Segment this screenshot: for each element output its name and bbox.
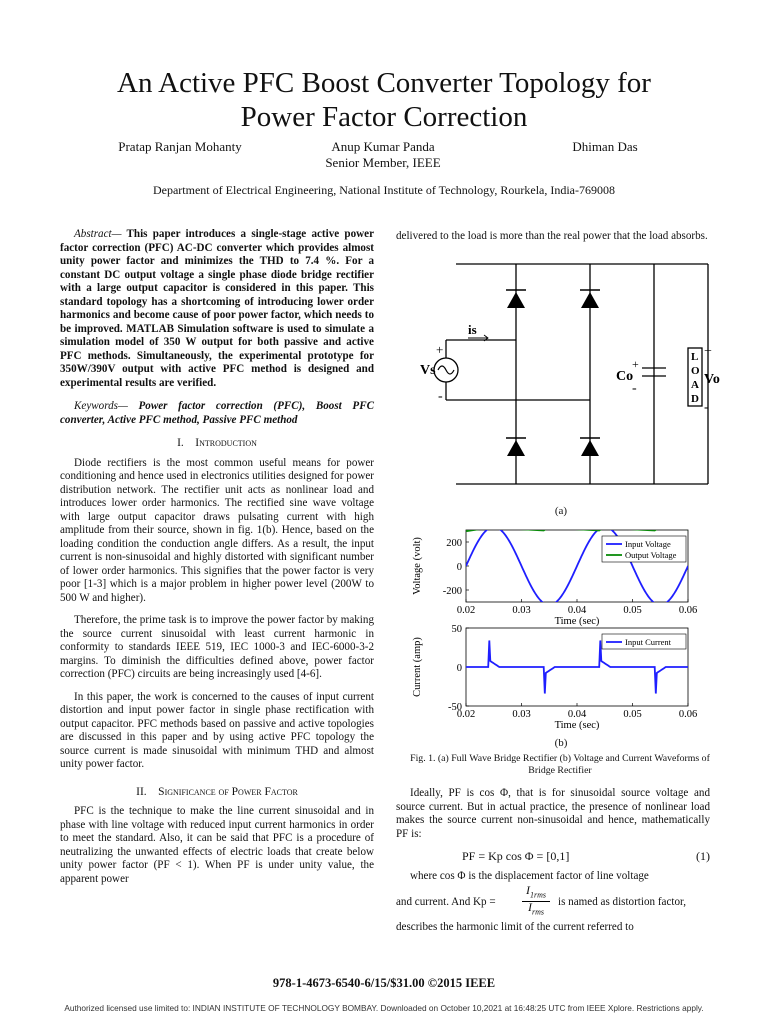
y-axis-label: Current (amp): [412, 637, 423, 697]
ideal-pf-paragraph: Ideally, PF is cos Φ, that is for sinusoidal source voltage and source current. But in actual practice, the presence of nonlinear load makes the source current non-sinusoidal and hence, mathematically PF is:: [396, 787, 710, 840]
y-tick-label: 0: [456, 562, 462, 573]
footer-copyright: 978-1-4673-6540-6/15/$31.00 ©2015 IEEE: [272, 976, 496, 990]
fraction-numerator: $I_{1rms}$: [522, 884, 550, 903]
section-heading-significance: II. Significance of Power Factor: [136, 785, 298, 798]
co-plus: +: [632, 357, 639, 371]
legend-entry: Input Voltage: [625, 539, 671, 549]
keywords-text: Power factor correction (PFC), Boost PFC converter, Active PFC method, Passive PFC method: [60, 400, 374, 426]
title-line-1: An Active PFC Boost Converter Topology for: [117, 67, 651, 99]
y-tick-label: -50: [448, 702, 462, 713]
affiliation: Department of Electrical Engineering, National Institute of Technology, Rourkela, India-769008: [152, 183, 616, 197]
x-tick-label: 0.06: [678, 709, 698, 720]
voltage-waveform-chart: [410, 524, 710, 628]
equation-text: PF = Kp cos Φ = [0,1]: [462, 849, 570, 863]
vo-minus: -: [704, 400, 709, 415]
y-tick-label: 0: [456, 663, 462, 674]
x-tick-label: 0.06: [678, 605, 698, 616]
author-2: Anup Kumar Panda Senior Member, IEEE: [325, 139, 441, 170]
ac-source-icon: [434, 358, 458, 382]
left-column: [60, 228, 374, 886]
co-minus: -: [632, 381, 637, 396]
bridge-rectifier-circuit: [408, 260, 728, 500]
load-letter-a: A: [691, 379, 699, 391]
y-tick-label: 200: [446, 538, 462, 549]
y-tick-label: 50: [451, 624, 462, 635]
license-notice: Authorized licensed use limited to: INDIAN INSTITUTE OF TECHNOLOGY BOMBAY. Downloaded on October 10,2021 at 16:48:25 UTC from IEEE Xplore. Restrictions apply.: [64, 1003, 704, 1013]
right-column-top-text: delivered to the load is more than the real power that the load absorbs.: [396, 230, 708, 242]
where-line-1: where cos Φ is the displacement factor of line voltage: [410, 870, 649, 882]
fraction-denominator: $I_{rms}$: [527, 899, 544, 916]
y-axis-label: Voltage (volt): [412, 537, 423, 595]
vo-plus: +: [704, 344, 712, 359]
title-line-2: Power Factor Correction: [240, 101, 528, 133]
current-waveform-chart: [410, 620, 710, 730]
section-heading-introduction: I. Introduction: [177, 437, 257, 449]
load-letter-l: L: [691, 351, 699, 363]
keywords: [60, 400, 374, 427]
x-tick-label: 0.02: [456, 709, 476, 720]
intro-paragraph-3: In this paper, the work is concerned to the causes of input current distortion and input power factor in single phase rectification with output capacitor. PFC methods based on passive and active topologies are discussed in this paper and by using active PFC topology the source current is made sinusoidal with minimum THD and almost unity power factor.: [60, 690, 374, 770]
x-tick-label: 0.05: [623, 709, 642, 720]
where-line-2a: and current. And Kp =: [396, 895, 496, 908]
load-letter-d: D: [691, 393, 699, 405]
x-tick-label: 0.05: [623, 605, 642, 616]
figure-a-label: (a): [554, 505, 568, 517]
x-axis-label: Time (sec): [554, 720, 600, 730]
legend-entry: Output Voltage: [625, 550, 677, 560]
intro-paragraph-2: Therefore, the prime task is to improve the power factor by making the source current sinusoidal with least current harmonic in conformity to standards IEEE 519, IEC 1000-3 and IEC-6000-3-2 margins. To diminish the difficulties defined above, power factor correction (PFC) circuits are being increasingly used [4-6].: [60, 614, 374, 680]
co-label: Co: [616, 369, 634, 384]
vs-plus: +: [436, 342, 444, 357]
author-1: Pratap Ranjan Mohanty: [118, 139, 242, 154]
is-label: is: [468, 322, 477, 337]
vo-label: Vo: [704, 372, 720, 387]
x-tick-label: 0.03: [512, 709, 531, 720]
where-line-2b: is named as distortion factor,: [558, 895, 687, 908]
x-tick-label: 0.04: [567, 605, 587, 616]
abstract: [60, 228, 374, 390]
load-letter-o: O: [691, 365, 700, 377]
where-line-3: describes the harmonic limit of the current referred to: [396, 920, 634, 933]
diode-icons: [506, 290, 600, 456]
keywords-label: Keywords—: [74, 400, 128, 412]
significance-paragraph-1: PFC is the technique to make the line current sinusoidal and in phase with line voltage with reduced input current harmonics in order to meet the standard. Also, it can be said that PFC is a procedure of neutralizing the unwanted effects of electric loads that create below unity power factor (PF < 1). When PF is under unity value, the apparent power: [60, 805, 374, 885]
vs-label: Vs: [420, 363, 436, 378]
x-axis-label: Time (sec): [554, 616, 600, 627]
x-tick-label: 0.03: [512, 605, 531, 616]
x-tick-label: 0.02: [456, 605, 476, 616]
intro-paragraph-1: Diode rectifiers is the most common useful means for power conditioning and hence used in electronics utilities designed for power distribution network. The rectifier unit acts as nonlinear load and introduces lower order harmonics. The rectified sine wave voltage with large output capacitor draws pulsating current with high amplitude from their source, shown in fig. 1(b). Hence, based on the loading condition the conduction angle differs. As a result, the input current is non-sinusoidal and highly distorted with significant number of lower order harmonics. This signifies that the power factor is very poor [1-3] which is a major problem in higher power level (200W to 500 W and higher).: [60, 456, 374, 604]
legend-entry: Input Current: [625, 637, 672, 647]
x-tick-label: 0.04: [567, 709, 587, 720]
vs-minus: -: [438, 389, 443, 404]
abstract-text: This paper introduces a single-stage active power factor correction (PFC) AC-DC converter which provides almost unity power factor and minimizes the THD to 7.4 %. For a constant DC output voltage a single phase diode bridge rectifier with a large output capacitor is considered in this paper. This standard topology has a shortcoming of introducing lower order harmonics and become cause of poor power factor, which needs to be improved. MATLAB Simulation software is used to simulate a simulation model of 350 W output for both passive and active PFC methods. Simultaneously, the experimental prototype for 350W/390V output with active PFC method is designed and experimental results are verified.: [60, 228, 374, 389]
abstract-label: Abstract—: [74, 228, 122, 240]
figure-b-label: (b): [554, 737, 568, 749]
distortion-factor-line: [396, 884, 710, 920]
y-tick-label: -200: [442, 586, 462, 597]
right-column-bottom-text: [396, 787, 710, 934]
paper-title: [40, 66, 728, 134]
equation-number: (1): [696, 849, 710, 863]
author-3: Dhiman Das: [572, 139, 638, 154]
equation-1: [396, 846, 710, 868]
figure-caption: Fig. 1. (a) Full Wave Bridge Rectifier (b) Voltage and Current Waveforms of Bridge Rectifier: [410, 753, 710, 776]
